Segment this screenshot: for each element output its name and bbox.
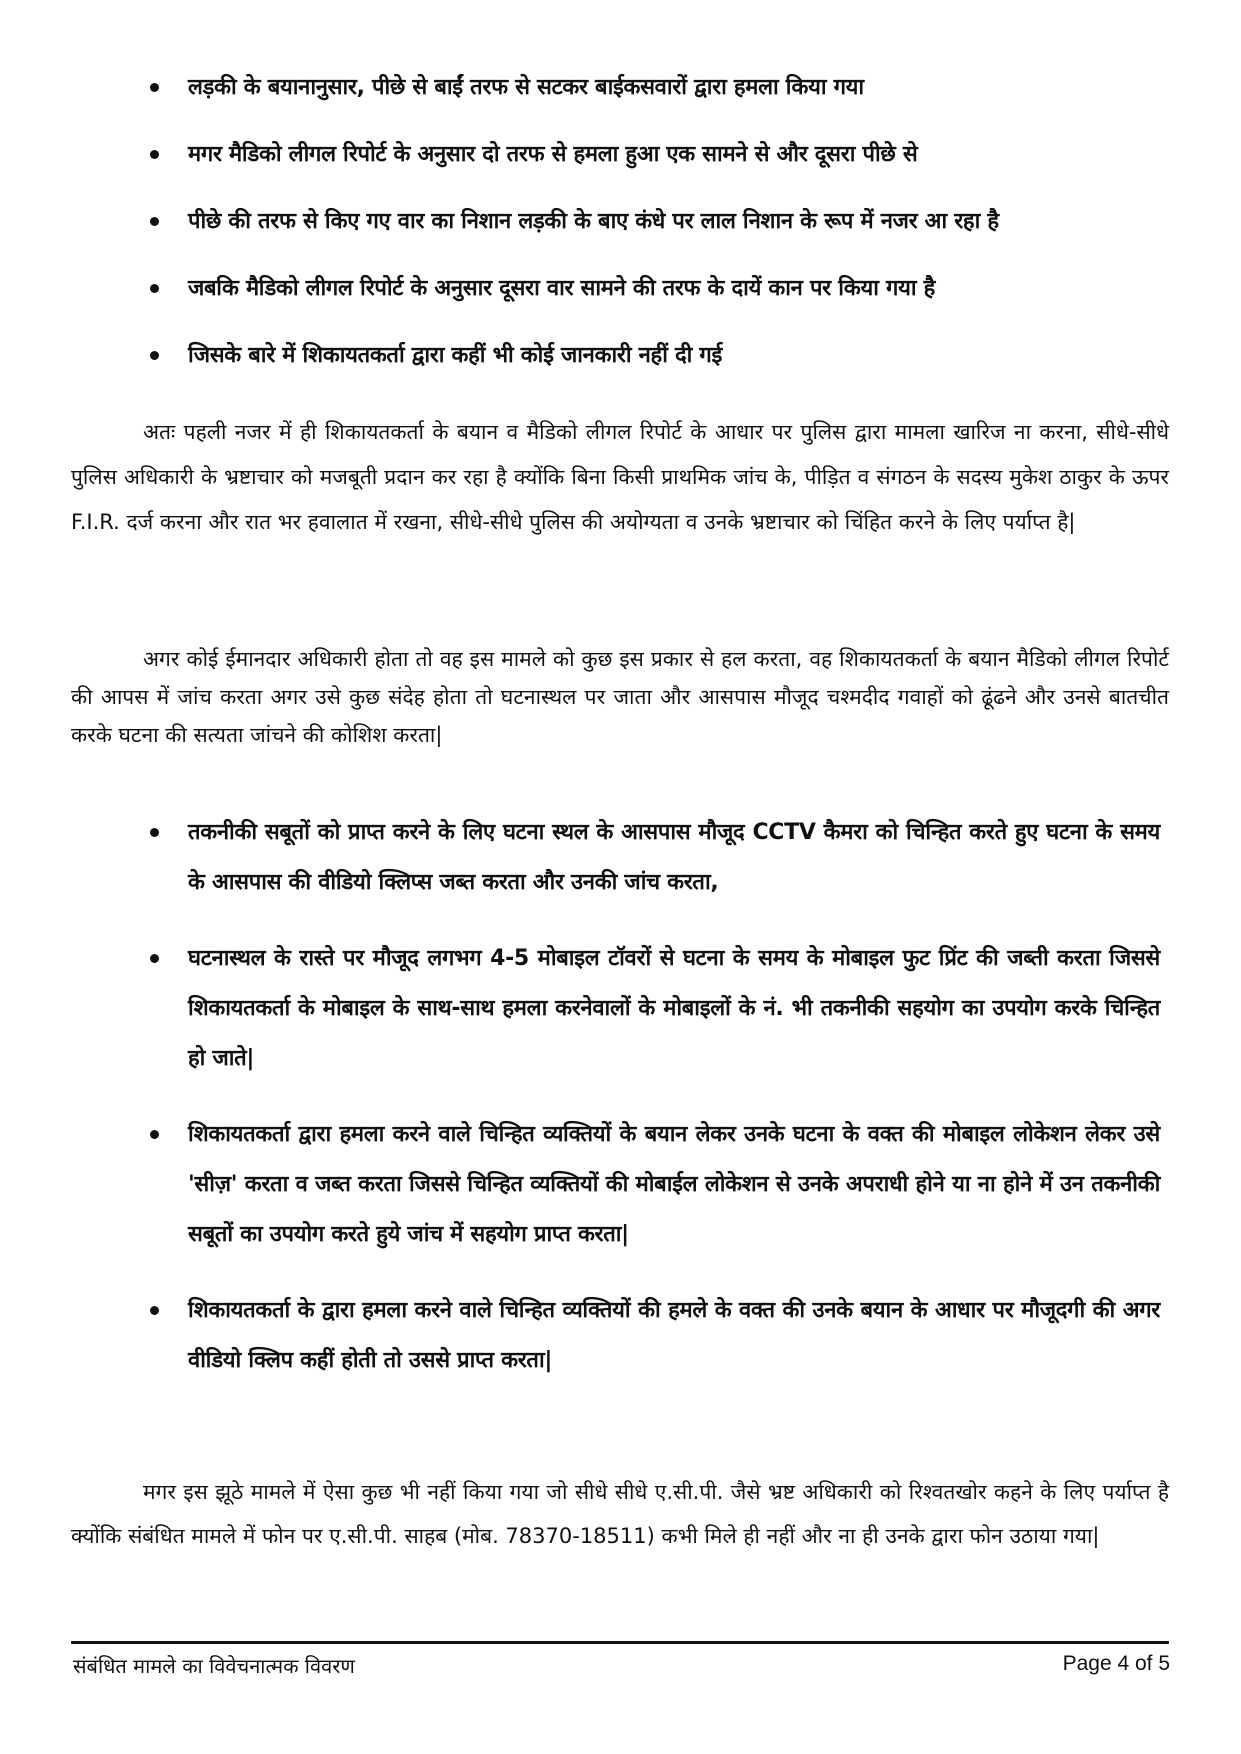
bullet-icon (150, 351, 159, 360)
bullet-icon (150, 217, 159, 226)
paragraph-honest-officer: अगर कोई ईमानदार अधिकारी होता तो वह इस मामले को कुछ इस प्रकार से हल करता, वह शिकायतकर्ता के बयान मैडिको लीगल रिपोर्ट की आपस में जांच करता अगर उसे कुछ संदेह होता तो घटनास्थल पर जाता और आसपास मौजूद चश्मदीद गवाहों को ढूंढने और उनसे बातचीत करके घटना की सत्यता जांचने की कोशिश करता| (71, 647, 1169, 747)
bullet-icon (150, 150, 159, 159)
bullet-item (150, 808, 1160, 908)
bullet-text: शिकायतकर्ता के द्वारा हमला करने वाले चिन्हित व्यक्तियों की हमले के वक्त की उनके बयान के आधार पर मौजूदगी की अगर वीडियो क्लिप कहीं होती तो उससे प्राप्त करता| (188, 1298, 1160, 1373)
bullet-text: जबकि मैडिको लीगल रिपोर्ट के अनुसार दूसरा वार सामने की तरफ के दायें कान पर किया गया है (188, 276, 936, 301)
findings-bullet-list (150, 66, 1160, 401)
footer-divider (71, 1641, 1169, 1644)
bullet-text: जिसके बारे में शिकायतकर्ता द्वारा कहीं भी कोई जानकारी नहीं दी गई (188, 343, 723, 368)
bullet-item (150, 133, 1160, 177)
bullet-item (150, 267, 1160, 311)
paragraph-acp-bribery: मगर इस झूठे मामले में ऐसा कुछ भी नहीं किया गया जो सीधे सीधे ए.सी.पी. जैसे भ्रष्ट अधिकारी को रिश्वतखोर कहने के लिए पर्याप्त है क्योंकि संबंधित मामले में फोन पर ए.सी.पी. साहब (मोब. 78370-18511) कभी मिले ही नहीं और ना ही उनके द्वारा फोन उठाया गया| (71, 1480, 1169, 1548)
bullet-item (150, 200, 1160, 244)
bullet-text: शिकायतकर्ता द्वारा हमला करने वाले चिन्हित व्यक्तियों के बयान लेकर उनके घटना के वक्त की मोबाइल लोकेशन लेकर उसे 'सीज़' करता व जब्त करता जिससे चिन्हित व्यक्तियों की मोबाईल लोकेशन से उनके अपराधी होने या ना होने में उन तकनीकी सबूतों का उपयोग करते हुये जांच में सहयोग प्राप्त करता| (188, 1122, 1160, 1247)
page-number: Page 4 of 5 (1062, 1652, 1170, 1675)
bullet-icon (150, 828, 159, 837)
bullet-text: तकनीकी सबूतों को प्राप्त करने के लिए घटना स्थल के आसपास मौजूद CCTV कैमरा को चिन्हित करते हुए घटना के समय के आसपास की वीडियो क्लिप्स जब्त करता और उनकी जांच करता, (188, 820, 1160, 895)
bullet-icon (150, 284, 159, 293)
bullet-icon (150, 954, 159, 963)
bullet-item (150, 934, 1160, 1084)
bullet-icon (150, 83, 159, 92)
bullet-item (150, 66, 1160, 110)
paragraph-conclusion: अतः पहली नजर में ही शिकायतकर्ता के बयान व मैडिको लीगल रिपोर्ट के आधार पर पुलिस द्वारा मामला खारिज ना करना, सीधे-सीधे पुलिस अधिकारी के भ्रष्टाचार को मजबूती प्रदान कर रहा है क्योंकि बिना किसी प्राथमिक जांच के, पीड़ित व संगठन के सदस्य मुकेश ठाकुर के ऊपर F.I.R. दर्ज करना और रात भर हवालात में रखना, सीधे-सीधे पुलिस की अयोग्यता व उनके भ्रष्टाचार को चिंहित करने के लिए पर्याप्त है| (71, 420, 1169, 534)
bullet-item (150, 1286, 1160, 1386)
footer-title: संबंधित मामले का विवेचनात्मक विवरण (73, 1654, 355, 1678)
bullet-text: घटनास्थल के रास्ते पर मौजूद लगभग 4-5 मोबाइल टॉवरों से घटना के समय के मोबाइल फुट प्रिंट की जब्ती करता जिससे शिकायतकर्ता के मोबाइल के साथ-साथ हमला करनेवालों के मोबाइलों के नं. भी तकनीकी सहयोग का उपयोग करके चिन्हित हो जाते| (188, 946, 1160, 1071)
bullet-text: मगर मैडिको लीगल रिपोर्ट के अनुसार दो तरफ से हमला हुआ एक सामने से और दूसरा पीछे से (188, 142, 918, 167)
bullet-item (150, 334, 1160, 378)
bullet-text: पीछे की तरफ से किए गए वार का निशान लड़की के बाए कंधे पर लाल निशान के रूप में नजर आ रहा है (188, 209, 999, 234)
bullet-icon (150, 1130, 159, 1139)
bullet-icon (150, 1306, 159, 1315)
investigation-steps-list (150, 808, 1160, 1412)
bullet-item (150, 1110, 1160, 1260)
bullet-text: लड़की के बयानानुसार, पीछे से बाईं तरफ से सटकर बाईकसवारों द्वारा हमला किया गया (188, 75, 864, 100)
